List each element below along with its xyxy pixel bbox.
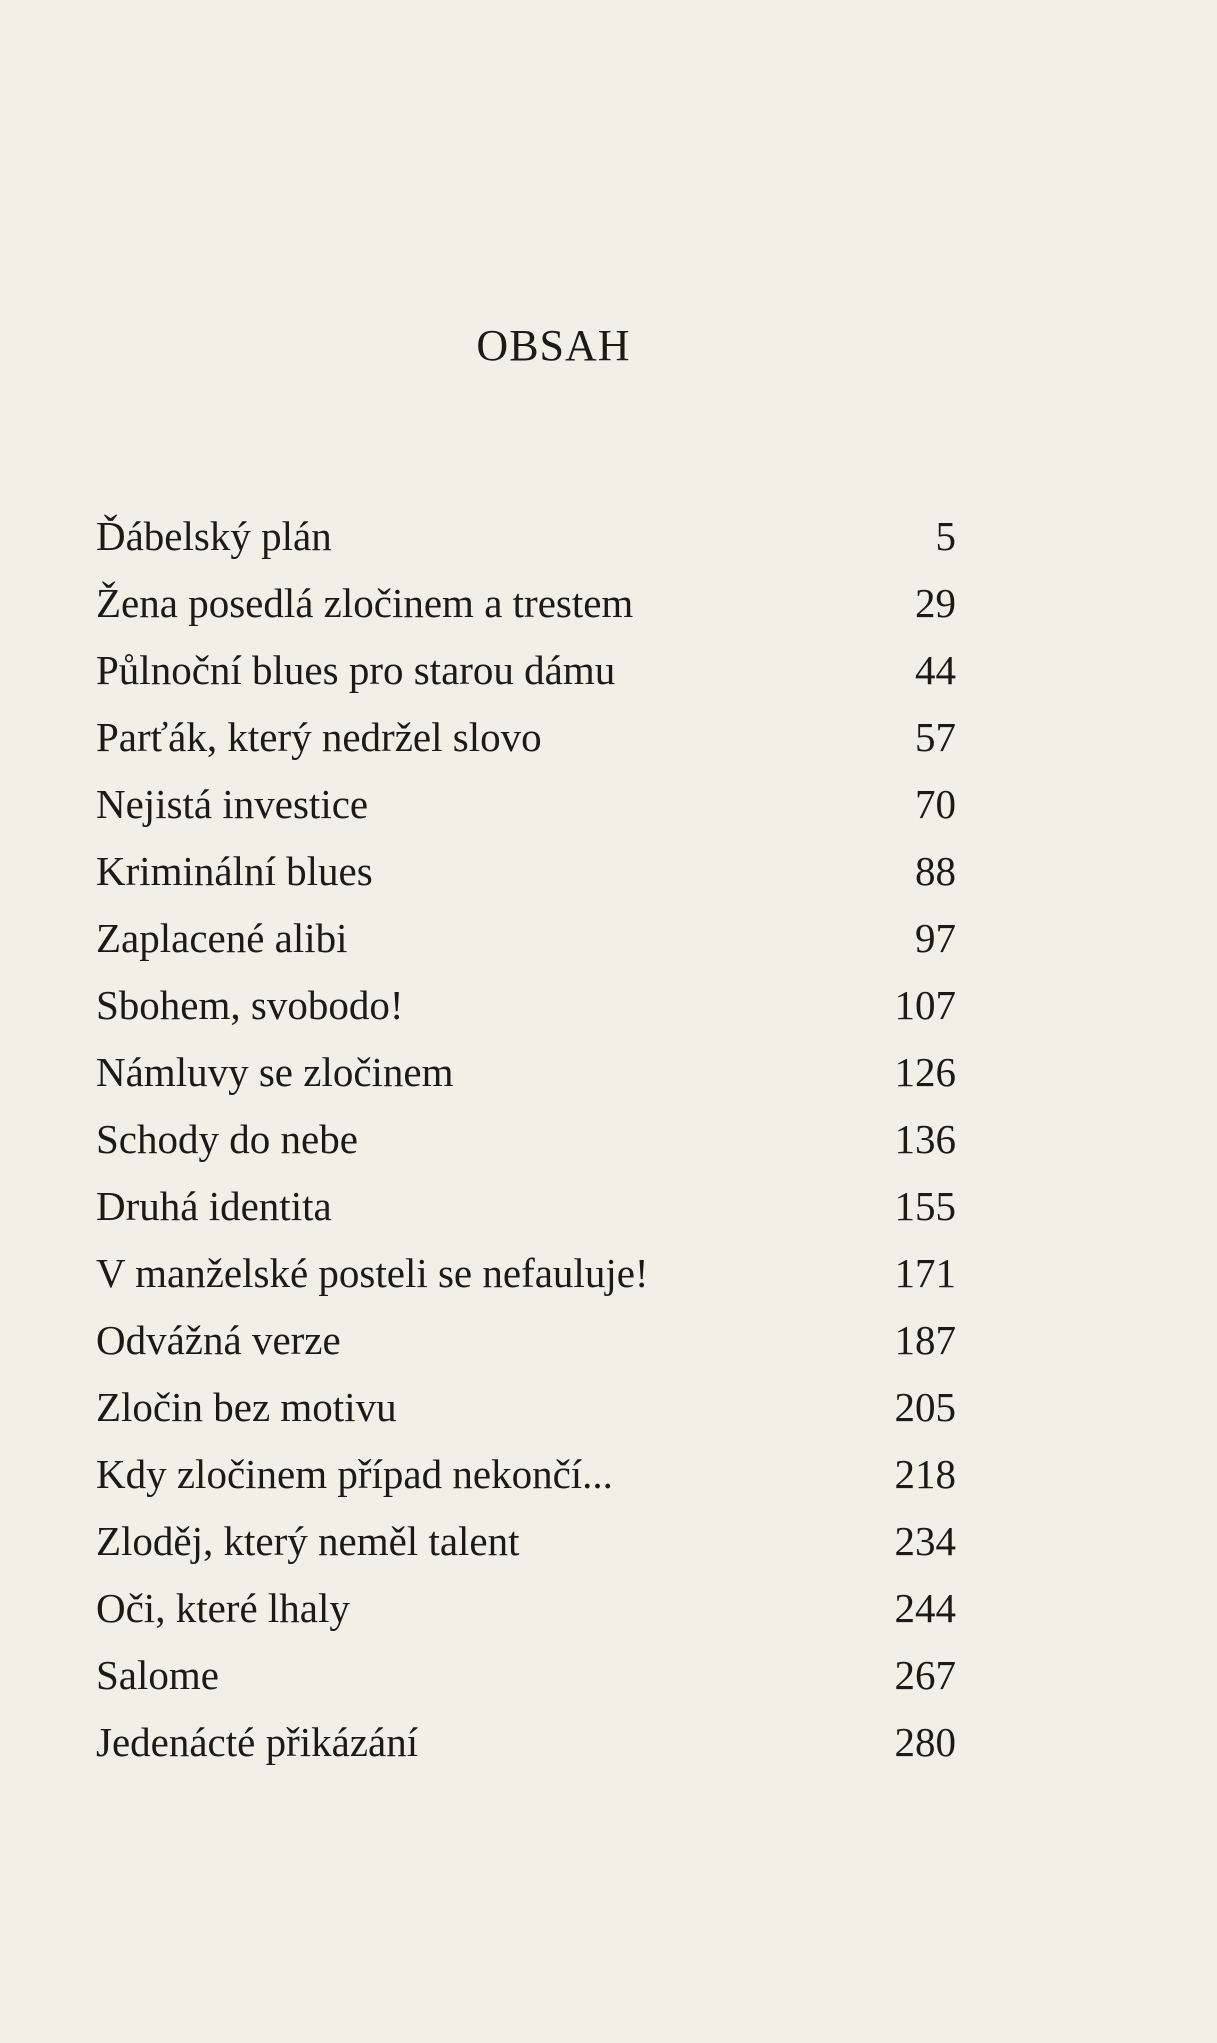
toc-entry-title: Zloděj, který neměl talent [96, 1518, 520, 1564]
toc-entry-page: 70 [915, 781, 956, 827]
toc-entry [96, 1374, 956, 1441]
toc-entry-title: Schody do nebe [96, 1116, 358, 1162]
toc-entry [96, 771, 956, 838]
toc-entry-title: Žena posedlá zločinem a trestem [96, 580, 634, 626]
toc-entry-page: 280 [894, 1719, 956, 1765]
toc-entry-page: 88 [915, 848, 956, 894]
toc-entry-title: Salome [96, 1652, 219, 1698]
toc-entry-title: Kriminální blues [96, 848, 373, 894]
toc-entry-page: 267 [894, 1652, 956, 1698]
toc-entry-title: Parťák, který nedržel slovo [96, 714, 542, 760]
toc-entry-page: 97 [915, 915, 956, 961]
toc-entry [96, 1441, 956, 1508]
toc-entry-page: 234 [894, 1518, 956, 1564]
toc-entry-page: 155 [894, 1183, 956, 1229]
toc-entry-title: Kdy zločinem případ nekončí... [96, 1451, 613, 1497]
toc-entry [96, 1173, 956, 1240]
toc-entry [96, 1709, 956, 1776]
toc-entry-title: V manželské posteli se nefauluje! [96, 1250, 649, 1296]
toc-entry-title: Zaplacené alibi [96, 915, 348, 961]
toc-entry-title: Nejistá investice [96, 781, 369, 827]
toc-entry-page: 171 [894, 1250, 956, 1296]
toc-entry [96, 570, 956, 637]
toc-entry [96, 1106, 956, 1173]
toc-entry-page: 29 [915, 580, 956, 626]
toc-entry-title: Zločin bez motivu [96, 1384, 397, 1430]
toc-entry-title: Druhá identita [96, 1183, 332, 1229]
toc-entry-title: Ďábelský plán [96, 513, 332, 559]
toc-entry [96, 1240, 956, 1307]
toc-entry [96, 704, 956, 771]
toc-entry-title: Námluvy se zločinem [96, 1049, 454, 1095]
toc-entry [96, 1642, 956, 1709]
contents-heading: OBSAH [476, 321, 631, 370]
toc-entry-page: 44 [915, 647, 956, 693]
toc-entry-title: Sbohem, svobodo! [96, 982, 404, 1028]
toc-entry-title: Jedenácté přikázání [96, 1719, 419, 1765]
toc-entry-page: 136 [894, 1116, 956, 1162]
toc-entry [96, 637, 956, 704]
toc-entry-page: 244 [894, 1585, 956, 1631]
table-of-contents [96, 503, 956, 1776]
toc-entry-page: 126 [894, 1049, 956, 1095]
toc-entry-page: 107 [894, 982, 956, 1028]
toc-entry-page: 205 [894, 1384, 956, 1430]
toc-entry [96, 972, 956, 1039]
toc-entry [96, 503, 956, 570]
toc-entry [96, 905, 956, 972]
toc-entry-page: 218 [894, 1451, 956, 1497]
toc-entry-title: Odvážná verze [96, 1317, 341, 1363]
toc-entry [96, 838, 956, 905]
toc-entry-page: 57 [915, 714, 956, 760]
toc-entry [96, 1039, 956, 1106]
toc-entry-page: 5 [935, 513, 956, 559]
toc-entry-page: 187 [894, 1317, 956, 1363]
toc-entry [96, 1575, 956, 1642]
toc-entry-title: Oči, které lhaly [96, 1585, 350, 1631]
toc-entry [96, 1307, 956, 1374]
toc-entry-title: Půlnoční blues pro starou dámu [96, 647, 616, 693]
toc-entry [96, 1508, 956, 1575]
